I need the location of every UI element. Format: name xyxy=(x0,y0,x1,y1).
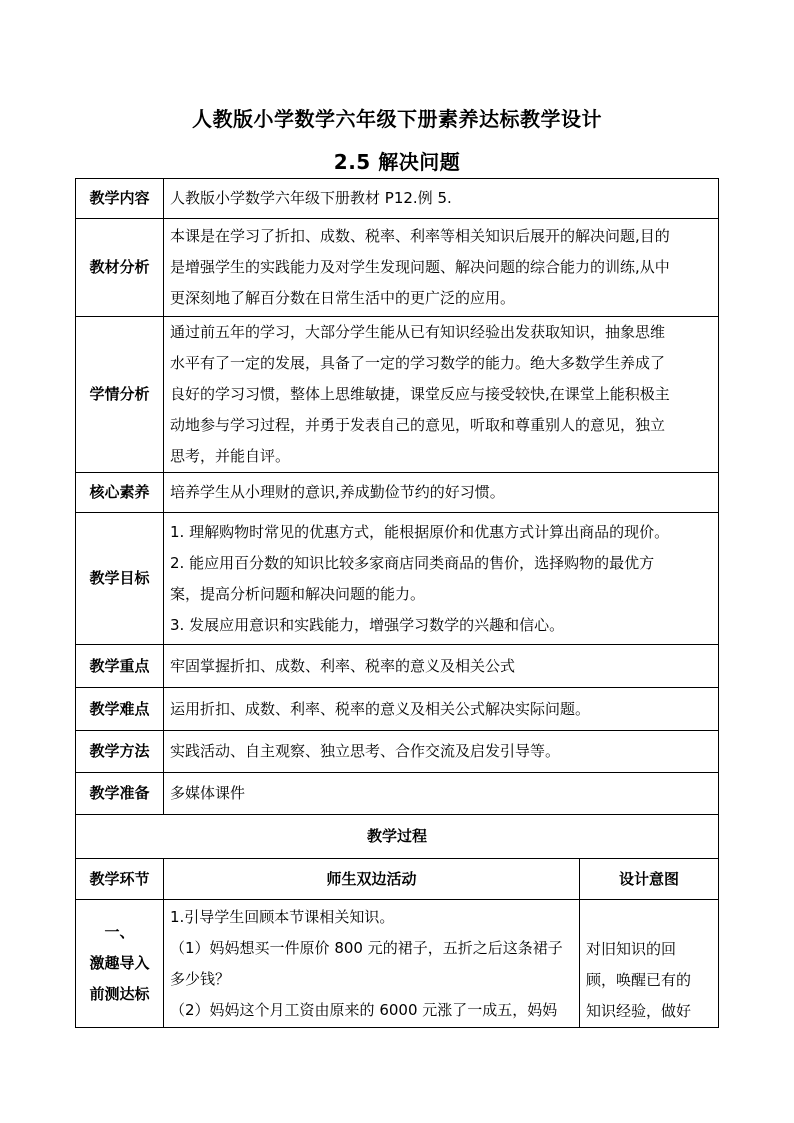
row-core xyxy=(76,473,719,513)
text-line: 通过前五年的学习，大部分学生能从已有知识经验出发获取知识，抽象思维 xyxy=(170,323,666,341)
stage-1-intent xyxy=(580,900,719,1028)
stage-name-line: 前测达标 xyxy=(89,985,150,1003)
lesson-plan-table xyxy=(75,178,719,1028)
lesson-title: 2.5 解决问题 xyxy=(333,150,461,174)
text-line: 良好的学习习惯，整体上思维敏捷，课堂反应与接受较快,在课堂上能积极主 xyxy=(170,385,670,403)
text-line: 1. 理解购物时常见的优惠方式，能根据原价和优惠方式计算出商品的现价。 xyxy=(170,522,670,541)
column-intent: 设计意图 xyxy=(580,859,719,900)
row-stage-1 xyxy=(76,900,719,1028)
text-line: 是增强学生的实践能力及对学生发现问题、解决问题的综合能力的训练,从中 xyxy=(170,258,670,276)
label-material: 教材分析 xyxy=(76,219,164,317)
text-line: 顾，唤醒已有的 xyxy=(586,971,692,989)
text-line: 案，提高分析问题和解决问题的能力。 xyxy=(170,584,426,603)
value-content: 人教版小学数学六年级下册教材 P12.例 5. xyxy=(164,179,719,219)
stage-1-name xyxy=(76,900,164,1028)
value-method: 实践活动、自主观察、独立思考、合作交流及启发引导等。 xyxy=(164,731,719,773)
label-core: 核心素养 xyxy=(76,473,164,513)
text-line: 1.引导学生回顾本节课相关知识。 xyxy=(170,907,395,926)
label-students: 学情分析 xyxy=(76,317,164,473)
text-line: 动地参与学习过程，并勇于发表自己的意见，听取和尊重别人的意见，独立 xyxy=(170,416,666,434)
row-content xyxy=(76,179,719,219)
row-prep xyxy=(76,773,719,815)
value-prep: 多媒体课件 xyxy=(164,773,719,815)
document-title: 人教版小学数学六年级下册素养达标教学设计 xyxy=(192,107,602,131)
row-process-columns xyxy=(76,859,719,900)
row-goals xyxy=(76,513,719,645)
text-line: （1）妈妈想买一件原价 800 元的裙子，五折之后这条裙子 xyxy=(170,938,563,957)
text-line: 对旧知识的回 xyxy=(586,940,677,958)
stage-name-line: 激趣导入 xyxy=(89,954,150,972)
row-method xyxy=(76,731,719,773)
text-line: 本课是在学习了折扣、成数、税率、利率等相关知识后展开的解决问题,目的 xyxy=(170,227,670,245)
value-key: 牢固掌握折扣、成数、利率、税率的意义及相关公式 xyxy=(164,645,719,688)
row-key xyxy=(76,645,719,688)
label-method: 教学方法 xyxy=(76,731,164,773)
stage-number: 一、 xyxy=(104,923,135,941)
label-goals: 教学目标 xyxy=(76,513,164,645)
text-line: （2）妈妈这个月工资由原来的 6000 元涨了一成五，妈妈 xyxy=(170,1000,558,1019)
label-content: 教学内容 xyxy=(76,179,164,219)
text-line: 2. 能应用百分数的知识比较多家商店同类商品的售价，选择购物的最优方 xyxy=(170,553,655,572)
column-stage: 教学环节 xyxy=(76,859,164,900)
text-line: 多少钱？ xyxy=(170,969,231,988)
text-line: 更深刻地了解百分数在日常生活中的更广泛的应用。 xyxy=(170,289,516,307)
value-goals xyxy=(164,513,719,645)
stage-1-activity xyxy=(164,900,580,1028)
value-material xyxy=(164,219,719,317)
text-line: 3. 发展应用意识和实践能力，增强学习数学的兴趣和信心。 xyxy=(170,615,565,634)
label-difficulty: 教学难点 xyxy=(76,688,164,731)
label-key: 教学重点 xyxy=(76,645,164,688)
value-core: 培养学生从小理财的意识,养成勤俭节约的好习惯。 xyxy=(164,473,719,513)
text-line: 水平有了一定的发展，具备了一定的学习数学的能力。绝大多数学生养成了 xyxy=(170,354,666,372)
value-students xyxy=(164,317,719,473)
label-prep: 教学准备 xyxy=(76,773,164,815)
row-students xyxy=(76,317,719,473)
row-process-heading xyxy=(76,815,719,859)
text-line: 知识经验，做好 xyxy=(586,1002,692,1020)
text-line: 思考，并能自评。 xyxy=(170,447,291,465)
row-difficulty xyxy=(76,688,719,731)
row-material xyxy=(76,219,719,317)
column-activity: 师生双边活动 xyxy=(164,859,580,900)
value-difficulty: 运用折扣、成数、利率、税率的意义及相关公式解决实际问题。 xyxy=(164,688,719,731)
process-heading: 教学过程 xyxy=(76,815,719,859)
